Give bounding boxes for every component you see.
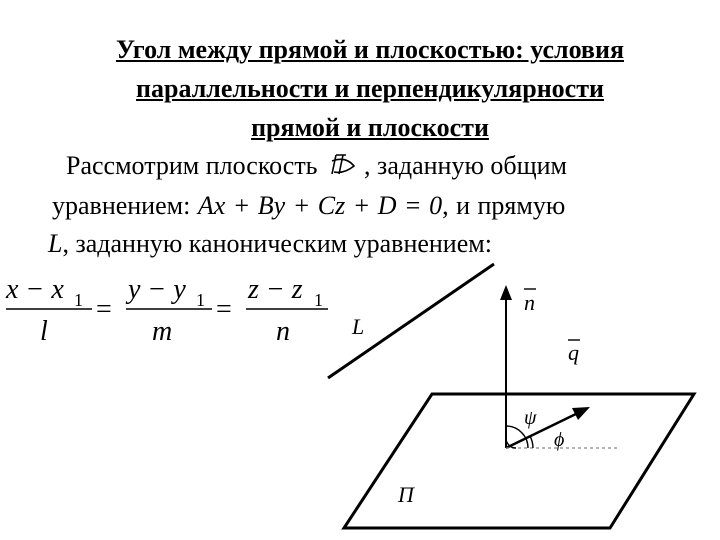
equals-1: = xyxy=(96,294,112,325)
body-text-3b: , заданную каноническим уравнением: xyxy=(62,229,492,258)
normal-label: n xyxy=(524,290,535,315)
equals-2: = xyxy=(216,294,232,325)
body-text-2a: уравнением: xyxy=(52,191,198,220)
psi-label: ψ xyxy=(524,407,537,429)
title-line-2: параллельности и перпендикулярности xyxy=(136,74,604,103)
numerator-x: x − x xyxy=(6,274,64,305)
plane-label: П xyxy=(398,482,414,507)
body-text-1a: Рассмотрим плоскость xyxy=(66,151,318,180)
body-text-1b: , заданную общим xyxy=(364,151,567,180)
phi-arc xyxy=(530,436,533,448)
title-line-3: прямой и плоскости xyxy=(251,113,489,142)
direction-label: q xyxy=(568,340,579,365)
plane-parallelogram xyxy=(344,394,694,528)
normal-arrowhead-icon xyxy=(500,285,512,300)
denominator-l: l xyxy=(40,316,48,347)
direction-vector xyxy=(506,412,580,448)
line-L-label: L xyxy=(352,314,365,339)
plane-equation: Ax + By + Cz + D = 0 xyxy=(197,191,443,220)
line-symbol: L xyxy=(48,229,63,258)
body-text-2b: , и прямую xyxy=(442,191,566,220)
numerator-z-sub: 1 xyxy=(314,290,323,310)
title-line-1: Угол между прямой и плоскостью: условия xyxy=(115,35,625,64)
canonical-equation xyxy=(5,274,328,347)
numerator-z: z − z xyxy=(248,274,303,305)
denominator-m: m xyxy=(152,316,173,347)
numerator-y: y − y xyxy=(128,274,186,305)
numerator-x-sub: 1 xyxy=(74,290,83,310)
phi-label: ϕ xyxy=(554,429,565,451)
numerator-y-sub: 1 xyxy=(196,290,205,310)
denominator-n: n xyxy=(276,316,290,347)
